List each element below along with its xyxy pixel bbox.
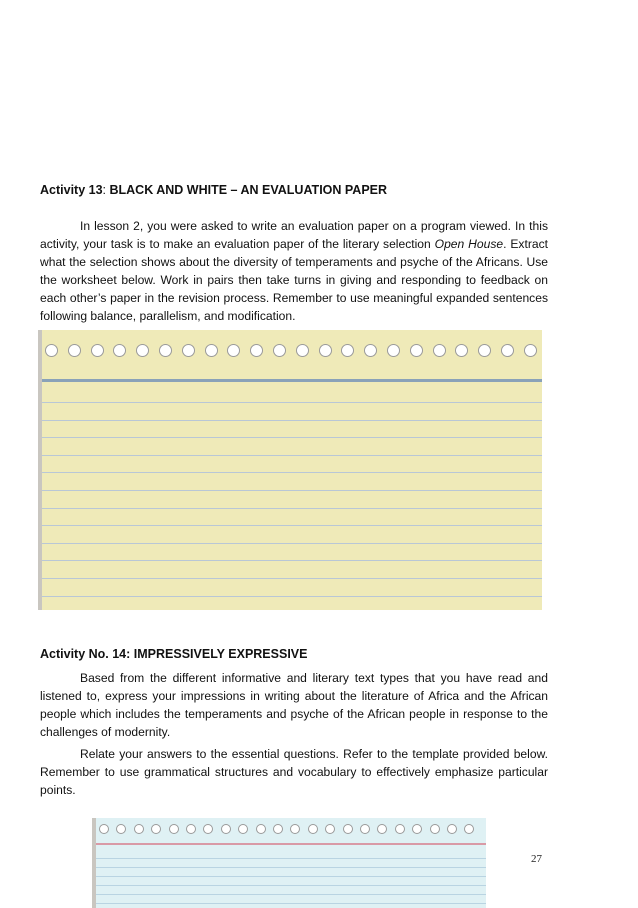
binder-hole bbox=[116, 824, 126, 834]
binder-hole bbox=[478, 344, 491, 357]
ruled-line bbox=[96, 903, 486, 904]
header-rule bbox=[96, 843, 486, 845]
binder-hole bbox=[250, 344, 263, 357]
activity-13-instructions bbox=[40, 217, 548, 325]
binder-hole bbox=[45, 344, 58, 357]
binder-hole bbox=[343, 824, 353, 834]
binder-hole bbox=[308, 824, 318, 834]
binder-hole bbox=[455, 344, 468, 357]
blue-lined-template bbox=[92, 818, 486, 908]
ruled-line bbox=[42, 455, 542, 456]
binder-hole bbox=[227, 344, 240, 357]
binder-hole bbox=[186, 824, 196, 834]
binder-hole bbox=[134, 824, 144, 834]
activity-14-text-2: Relate your answers to the essential questions. Refer to the template provided below. Remember to use grammatical structures and vocabulary to effectively emphasize particular points. bbox=[40, 747, 548, 797]
binder-hole bbox=[136, 344, 149, 357]
binder-hole bbox=[205, 344, 218, 357]
binder-hole bbox=[273, 344, 286, 357]
activity-14-text-1: Based from the different informative and literary text types that you have read and listened to, express your impressions in writing about the literature of Africa and the African people which includes the temperaments and psyche of the African people in response to the challenges of modernity. bbox=[40, 671, 548, 739]
binder-hole bbox=[290, 824, 300, 834]
ruled-line bbox=[96, 876, 486, 877]
binder-hole bbox=[430, 824, 440, 834]
binder-hole bbox=[524, 344, 537, 357]
binder-hole bbox=[464, 824, 474, 834]
activity-13-label: Activity 13 bbox=[40, 183, 103, 197]
activity-14-heading bbox=[40, 647, 307, 661]
ruled-line bbox=[96, 885, 486, 886]
binder-hole bbox=[447, 824, 457, 834]
activity-14-title: IMPRESSIVELY EXPRESSIVE bbox=[133, 647, 308, 661]
activity-13-colon: : bbox=[102, 183, 110, 197]
ruled-line bbox=[42, 560, 542, 561]
ruled-line bbox=[42, 596, 542, 597]
binder-hole bbox=[387, 344, 400, 357]
binder-hole bbox=[182, 344, 195, 357]
ruled-line bbox=[42, 437, 542, 438]
activity-13-text-lead: In lesson 2, you were asked to write an evaluation paper on a program viewed. In this activity, your task is to make an evaluation paper of the literary selection bbox=[40, 219, 548, 251]
binder-hole bbox=[501, 344, 514, 357]
binder-hole bbox=[256, 824, 266, 834]
binder-hole bbox=[151, 824, 161, 834]
activity-13-heading bbox=[40, 183, 387, 197]
page-number: 27 bbox=[531, 853, 542, 865]
binder-hole bbox=[296, 344, 309, 357]
header-rule bbox=[42, 379, 542, 382]
ruled-line bbox=[96, 867, 486, 868]
binder-hole bbox=[91, 344, 104, 357]
activity-13-selection-title: Open House bbox=[434, 237, 504, 251]
activity-14-paragraph-1 bbox=[40, 669, 548, 741]
binder-hole bbox=[410, 344, 423, 357]
binder-hole bbox=[221, 824, 231, 834]
binder-hole bbox=[99, 824, 109, 834]
ruled-line bbox=[42, 578, 542, 579]
activity-13-title: BLACK AND WHITE – AN EVALUATION PAPER bbox=[109, 183, 388, 197]
ruled-line bbox=[42, 525, 542, 526]
binder-hole bbox=[412, 824, 422, 834]
ruled-line bbox=[42, 472, 542, 473]
activity-13-text-tail: . Extract what the selection shows about the diversity of temperaments and psyche of the Africans. Use the worksheet below. Work in pairs then take turns in giving and responding to feedback on each other’s paper in the revision process. Remember to use meaningful expanded sentences following balance, parallelism, and modification. bbox=[40, 237, 549, 323]
binder-hole bbox=[159, 344, 172, 357]
activity-14-label: Activity No. 14: bbox=[40, 647, 134, 661]
binder-hole bbox=[203, 824, 213, 834]
binder-hole bbox=[68, 344, 81, 357]
ruled-line bbox=[42, 508, 542, 509]
binder-hole bbox=[360, 824, 370, 834]
binder-hole bbox=[113, 344, 126, 357]
binder-hole bbox=[341, 344, 354, 357]
binder-hole bbox=[377, 824, 387, 834]
binder-hole bbox=[433, 344, 446, 357]
binder-hole bbox=[169, 824, 179, 834]
ruled-line bbox=[42, 543, 542, 544]
ruled-line bbox=[96, 858, 486, 859]
binder-hole bbox=[238, 824, 248, 834]
ruled-line bbox=[96, 894, 486, 895]
ruled-line bbox=[42, 402, 542, 403]
ruled-line bbox=[42, 490, 542, 491]
binder-hole bbox=[325, 824, 335, 834]
ruled-line bbox=[42, 420, 542, 421]
yellow-lined-worksheet bbox=[38, 330, 542, 610]
binder-hole bbox=[364, 344, 377, 357]
binder-hole bbox=[273, 824, 283, 834]
binder-hole bbox=[319, 344, 332, 357]
binder-hole bbox=[395, 824, 405, 834]
activity-14-paragraph-2 bbox=[40, 745, 548, 799]
